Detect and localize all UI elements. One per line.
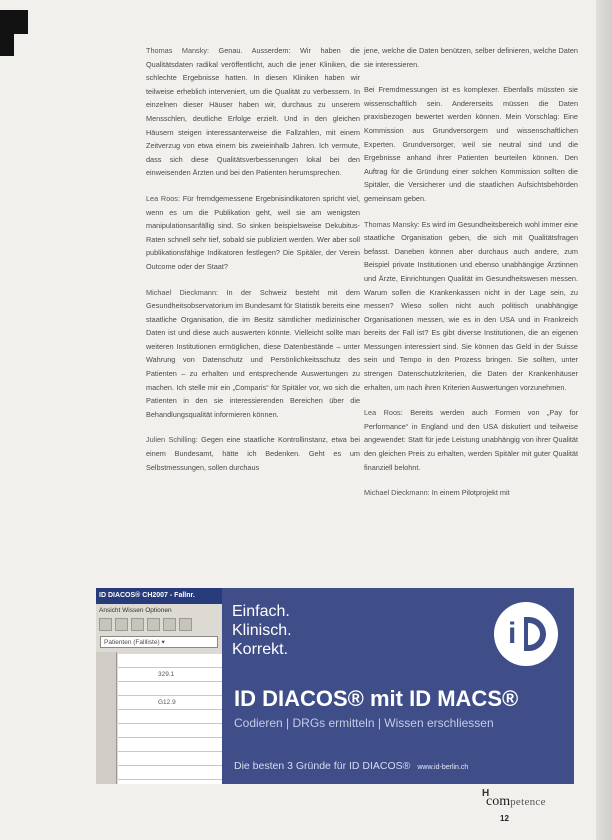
grid-row [118,738,222,752]
ad-subline: Codieren | DRGs ermitteln | Wissen erschliessen [234,716,494,730]
paragraph-text: Für fremdgemessene Ergebnisindikatoren spricht viel, wenn es um die Publikation geht, weil sie am wenigsten manipulationsanfällig sind. So sinken beispielsweise Dekubitus-Raten schnell sehr tief, sobald sie publiziert werden. Wer aber soll publikationsfähige Indikatoren festlegen? Die Spitäler, der Verein Outcome oder der Staat? [146,193,360,271]
paragraph [364,83,578,205]
grid-row [118,682,222,696]
tagline-line: Korrekt. [232,641,289,658]
paragraph [146,433,360,474]
logo-name [486,794,546,810]
toolbar-icon [115,618,128,631]
paragraph [146,44,360,180]
ad-url: www.id-berlin.ch [417,764,469,771]
side-panel [96,652,117,784]
magazine-logo [468,788,578,820]
tagline-line: Einfach. [232,603,290,620]
ad-headline: ID DIACOS® mit ID MACS® [234,686,519,711]
speaker-name: Michael Dieckmann: [364,488,430,498]
toolbar-icon [131,618,144,631]
grid-row [118,724,222,738]
ad-tagline [232,602,292,659]
id-logo [494,602,558,666]
paragraph-text: In einem Pilotprojekt mit [429,488,510,498]
paragraph-text: Bereits werden auch Formen von „Pay for Performance“ in England und den USA diskutiert und teilweise angewendet: Statt für jede Leistung unabhängig von ihrer Qualität den gleichen Preis zu erhalten, werden Spitäler mit guter Qualität finanziell belohnt. [364,408,578,472]
advertisement [96,588,574,784]
grid-row [118,710,222,724]
paragraph-text: Es wird im Gesundheitsbereich wohl immer eine staatliche Organisation geben, die sich mit Qualitätsfragen befasst. Daneben können aber durchaus auch andere, zum Beispiel private Institutionen und ebenso unabhängige Ärztinnen und Ärzte, Einrichtungen Qualität im Gesundheitswesen messen. Warum sollen die Krankenkassen nicht in der Lage sein, zu messen? Wieso sollen nicht auch politisch unabhängige Organisationen messen, wie es in den USA und in Frankreich bereits der Fall ist? Es gibt diverse Institutionen, die an eigenen Messungen interessiert sind. Sie können das Geld in der Suisse sein und Tempo in den Prozess bringen. Sie sollten, unter strengen Datenschutzkriterien, die Daten der Krankenhäuser erhalten, um nach ihren Kriterien Auswertungen vorzunehmen. [364,219,578,392]
speaker-name: Michael Dieckmann: [146,287,219,297]
logo-name-rest: petence [510,796,546,808]
toolbar-icon [147,618,160,631]
case-dropdown: Patienten (Fallliste) ▾ [100,636,218,648]
grid-row: 329.1 [118,668,222,682]
toolbar-icon [99,618,112,631]
paragraph-text: jene, welche die Daten benützen, selber definieren, welche Daten sie interessieren. [364,46,578,69]
paragraph [146,192,360,274]
ad-footer-text: Die besten 3 Gründe für ID DIACOS® [234,760,411,772]
speaker-name: Thomas Mansky: [364,219,420,229]
menu-bar: Ansicht Wissen Optionen [99,607,172,614]
grid-row: G12.9 [118,696,222,710]
paragraph [364,44,578,71]
speaker-name: Lea Roos: [364,408,403,418]
paragraph-text: Bei Fremdmessungen ist es komplexer. Ebenfalls müssten sie wissenschaftlich sein. Andererseits müssen die Daten praxisbezogen bewertet werden können. Mein Vorschlag: Eine Kommission aus Grundversorgern und wissenschaftlichen Experten. Grundversorger, weil sie neutral sind und die Ergebnisse anhand ihrer Patienten beurteilen können. Den Auftrag für die Gründung einer solchen Kommission sollten die Spitäler, die Versicherer und die staatlichen Aufsichtsbehörden gemeinsam geben. [364,85,578,203]
page-number: 12 [500,814,509,823]
page-edge-shadow [596,0,612,840]
code-grid [118,654,222,784]
logo-name-com: com [486,794,511,809]
paragraph-text: Gegen eine staatliche Kontrollinstanz, etwa bei einem Bundesamt, hätte ich Bedenken. Geht es um Selbstmessungen, sollen durchaus [146,435,360,472]
grid-row [118,766,222,780]
grid-row [118,654,222,668]
speaker-name: Lea Roos: [146,193,180,203]
grid-row [118,752,222,766]
crop-mark [0,10,28,56]
window-title: ID DIACOS® CH2007 - Fallnr. [96,588,222,604]
logo-letter-d [524,617,546,651]
tagline-line: Klinisch. [232,622,292,639]
paragraph [364,406,578,474]
logo-letter-i: i [508,617,517,650]
paragraph [364,218,578,395]
paragraph [146,286,360,422]
paragraph [364,486,578,500]
logo-h: H [482,788,490,799]
text-column-left [146,44,360,486]
paragraph-text: Genau. Ausserdem: Wir haben die Qualitätsdaten radikal veröffentlicht, auch die jener Kliniken, die schlechte Ergebnisse hatten. In diesen Kliniken haben wir teilweise erheblich interveniert, um die Qualität zu verbessern. In einzelnen dieser Häuser haben wir, durchaus zu unserem Mensschlen, deutliche Erfolge erzielt. Und in den gleichen Häusern steigen interessanterweise die Fallzahlen, mit einem Zeitverzug von etwa einem bis zweieinhalb Jahren. Ich vermute, dass sich diese Qualitätsverbesserungen lokal bei den einweisenden Ärzten und bei den Patienten herumsprechen. [146,46,360,178]
text-column-right [364,44,578,512]
toolbar-icon [179,618,192,631]
paragraph-text: In der Schweiz besteht mit dem Gesundheitsobservatorium im Bundesamt für Statistik bereits eine staatliche Organisation, die im Besitz sämtlicher medizinischer Daten ist und diese auch auswerten könnte. Vielleicht sollte man weiteren Institutionen ermöglichen, diese Datenbestände – unter Wahrung von Datenschutz und Persönlichkeitsschutz des Patienten – zu erhalten und entsprechende Auswertungen zu machen. Ich stelle mir ein „Comparis“ für Spitäler vor, wo sich die Patienten in den sie interessierenden Bereichen über die Behandlungsqualität informieren können. [146,287,361,419]
speaker-name: Thomas Mansky: [146,46,210,55]
speaker-name: Julien Schilling: [146,435,198,445]
toolbar-icon [163,618,176,631]
toolbar [99,618,219,632]
software-screenshot [96,588,222,784]
ad-footer [234,760,468,772]
